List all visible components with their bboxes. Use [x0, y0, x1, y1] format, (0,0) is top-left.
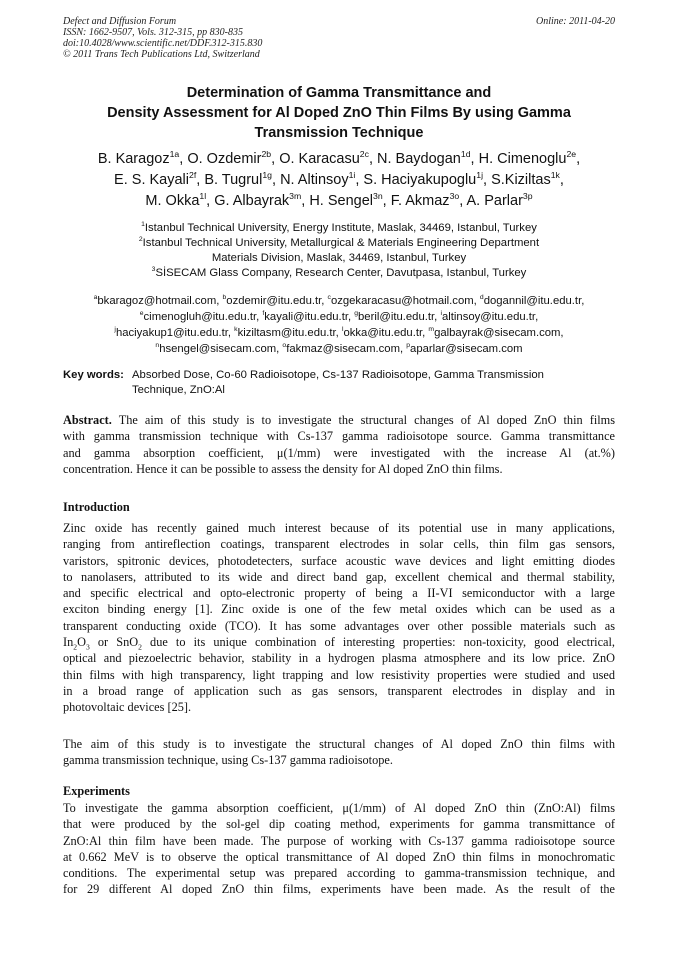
email-line	[58, 341, 620, 357]
abstract-label: Abstract.	[63, 413, 112, 427]
email-address: kiziltasm@itu.edu.tr,	[237, 327, 339, 339]
journal-doi: doi:10.4028/www.scientific.net/DDF.312-315.830	[63, 38, 263, 49]
body-line: photovoltaic devices [25].	[63, 700, 192, 715]
journal-header	[63, 16, 262, 60]
author-affil-mark: 2f	[189, 170, 197, 181]
email-list	[58, 293, 620, 357]
title-line: Determination of Gamma Transmittance and	[186, 85, 492, 101]
body-line: exciton binding energy [1]. Zinc oxide is one of the few metal oxides which can be used as a	[63, 602, 615, 617]
paper-title	[63, 83, 615, 143]
formula-sub: 2	[138, 642, 142, 652]
affiliation-number: 3	[151, 266, 156, 274]
abstract	[63, 412, 615, 477]
email-mark: a	[93, 294, 98, 302]
body-line: The aim of this study is to investigate the structural changes of Al doped ZnO thin films with	[63, 737, 615, 751]
author-line: E. S. Kayali$^{2f}$, B. Tugrul$^{1g}$, N. Altinsoy$^{1i}$, S. Haciyakupoglu$^{1j}$, S.Kiziltas$^{1k}$,	[114, 170, 564, 188]
body-line: To investigate the gamma absorption coefficient, μ(1/mm) of Al doped ZnO thin (ZnO:Al) films	[63, 801, 615, 815]
email-mark: m	[428, 326, 435, 334]
journal-name: Defect and Diffusion Forum	[63, 16, 177, 27]
body-line: for 29 different Al doped ZnO thin films, experiments have been made. As the result of the	[63, 882, 615, 897]
formula-sub: 2	[73, 642, 78, 652]
email-address: altinsoy@itu.edu.tr,	[441, 311, 539, 323]
email-address: fakmaz@sisecam.com,	[286, 343, 404, 355]
formula-in: In	[63, 635, 74, 650]
affiliation-list	[63, 221, 615, 281]
body-line: in a broad range of application such as gas sensors, transparent electrodes in display and in	[63, 683, 615, 698]
title-line: Transmission Technique	[254, 125, 424, 141]
author-name: B. Tugrul	[204, 172, 263, 188]
email-mark: i	[440, 310, 442, 318]
author-affil-mark: 3o	[449, 191, 460, 202]
body-text: due to its unique combination of interesting properties: non-toxicity, good electrical,	[141, 635, 615, 650]
email-mark: l	[341, 326, 344, 334]
keywords-line: Technique, ZnO:Al	[132, 384, 225, 396]
formula-sub: 3	[85, 642, 90, 652]
author-name: O. Ozdemir	[187, 151, 262, 167]
affiliation-text: Istanbul Technical University, Metallurgical & Materials Engineering Department	[142, 237, 540, 249]
author-affil-mark: 1a	[169, 149, 180, 160]
email-address: beril@itu.edu.tr,	[358, 311, 438, 323]
author-name: O. Karacasu	[279, 151, 360, 167]
experiments-heading: Experiments	[63, 784, 130, 798]
author-affil-mark: 3m	[289, 191, 302, 202]
author-affil-mark: 2b	[261, 149, 272, 160]
online-date: Online: 2011-04-20	[536, 16, 615, 27]
email-address: cimenogluh@itu.edu.tr,	[143, 311, 260, 323]
author-name: S. Haciyakupoglu	[363, 172, 477, 188]
affiliation-2-cont: Materials Division, Maslak, 34469, Istanbul, Turkey	[211, 252, 467, 264]
abstract-line: and gamma absorption coefficient, μ(1/mm) were investigated with the increase Al (at.%)	[63, 445, 615, 460]
email-mark: b	[222, 294, 227, 302]
author-affil-mark: 1i	[348, 170, 356, 181]
body-line: that were produced by the sol-gel dip coating method, experiments for gamma transmittance of	[63, 817, 615, 832]
keywords-label: Key words:	[63, 369, 124, 381]
email-address: hsengel@sisecam.com,	[159, 343, 280, 355]
email-address: haciyakup1@itu.edu.tr,	[115, 327, 232, 339]
email-mark: o	[282, 342, 287, 350]
author-name: M. Okka	[145, 193, 200, 209]
introduction-paragraph	[63, 520, 615, 716]
author-line: B. Karagoz$^{1a}$, O. Ozdemir$^{2b}$, O. Karacasu$^{2c}$, N. Baydogan$^{1d}$, H. Cimenoglu$^{2e}$,	[97, 149, 581, 167]
body-line: Zinc oxide has recently gained much interest because of its potential use in many applications,	[63, 521, 615, 535]
email-mark: g	[354, 310, 359, 318]
email-address: okka@itu.edu.tr,	[343, 327, 426, 339]
email-address: ozgekaracasu@hotmail.com,	[330, 295, 477, 307]
affiliation-number: 2	[138, 236, 143, 244]
email-mark: p	[406, 342, 411, 350]
author-affil-mark: 1d	[460, 149, 471, 160]
author-affil-mark: 3p	[522, 191, 533, 202]
email-mark: j	[114, 326, 116, 334]
author-name: A. Parlar	[466, 193, 523, 209]
body-line: gamma transmission technique, using Cs-137 gamma radioisotope.	[63, 753, 393, 768]
email-mark: c	[327, 294, 331, 302]
affiliation-1	[63, 221, 615, 236]
author-name: E. S. Kayali	[114, 172, 189, 188]
affiliation-text: SİSECAM Glass Company, Research Center, Davutpasa, Istanbul, Turkey	[155, 267, 527, 279]
experiments-paragraph	[63, 800, 615, 898]
body-line: varistors, spitronic devices, photodetecters, surface acoustic wave devices and light emitting diodes	[63, 553, 615, 568]
author-list	[55, 149, 623, 212]
author-name: G. Albayrak	[214, 193, 290, 209]
author-name: B. Karagoz	[97, 151, 170, 167]
author-name: H. Sengel	[309, 193, 373, 209]
affiliation-text: Istanbul Technical University, Energy Institute, Maslak, 34469, Istanbul, Turkey	[144, 222, 537, 234]
aim-paragraph	[63, 736, 615, 769]
author-affil-mark: 1g	[262, 170, 273, 181]
author-name: H. Cimenoglu	[478, 151, 567, 167]
body-line	[63, 634, 615, 650]
author-name: F. Akmaz	[390, 193, 450, 209]
author-name: N. Baydogan	[377, 151, 461, 167]
abstract-line: with gamma transmission technique with Cs-137 gamma radioisotope source. Gamma transmittance	[63, 429, 615, 444]
author-affil-mark: 1l	[199, 191, 207, 202]
author-affil-mark: 1k	[550, 170, 560, 181]
affiliation-2	[63, 236, 615, 251]
abstract-text: The aim of this study is to investigate the structural changes of Al doped ZnO thin films	[111, 413, 615, 427]
body-line: to nanolasers, attributed to its wide and direct band gap, excellent chemical and thermal stability,	[63, 569, 615, 584]
body-line: transparent conducting oxide (TCO). It has some advantages over other possible materials such as	[63, 618, 615, 633]
journal-copyright: © 2011 Trans Tech Publications Ltd, Switzerland	[63, 49, 260, 60]
formula-sno: or SnO	[89, 635, 139, 650]
body-line: ranging from antireflection coatings, transparent electrodes in solar cells, thin film gas sensors,	[63, 537, 615, 552]
email-mark: n	[155, 342, 160, 350]
keywords-text	[132, 368, 615, 398]
email-address: aparlar@sisecam.com	[410, 343, 523, 355]
author-affil-mark: 2c	[359, 149, 369, 160]
email-line	[58, 293, 620, 309]
author-name: S.Kiziltas	[491, 172, 551, 188]
body-line: conditions. The experimental setup was prepared according to gamma-transmission technique, and	[63, 866, 615, 881]
body-line: ZnO:Al thin film have been made. The purpose of working with Cs-137 gamma radioisotope source	[63, 833, 615, 848]
title-line: Density Assessment for Al Doped ZnO Thin Films By using Gamma	[107, 105, 571, 121]
journal-issn: ISSN: 1662-9507, Vols. 312-315, pp 830-835	[63, 27, 243, 38]
introduction-heading: Introduction	[63, 500, 130, 514]
formula-o: O	[77, 635, 86, 650]
author-name: N. Altinsoy	[280, 172, 349, 188]
affiliation-3	[63, 266, 615, 281]
author-affil-mark: 3n	[373, 191, 383, 202]
body-line: at 0.662 MeV is to observe the optical transmittance of Al doped ZnO thin films in monochromatic	[63, 849, 615, 864]
keywords-line: Absorbed Dose, Co-60 Radioisotope, Cs-137 Radioisotope, Gamma Transmission	[132, 369, 544, 381]
email-address: kayali@itu.edu.tr,	[264, 311, 352, 323]
email-line	[58, 309, 620, 325]
abstract-line: concentration. Hence it can be possible to assess the density for Al doped ZnO thin films.	[63, 461, 503, 476]
author-line: M. Okka$^{1l}$, G. Albayrak$^{3m}$, H. Sengel$^{3n}$, F. Akmaz$^{3o}$, A. Parlar$^{3p}$	[145, 191, 533, 209]
email-address: ozdemir@itu.edu.tr,	[226, 295, 325, 307]
affiliation-number: 1	[141, 221, 145, 229]
author-affil-mark: 2e	[566, 149, 577, 160]
body-line: optical and piezoelectric behavior, stability in a hydrogen plasma atmosphere and its low price. ZnO	[63, 651, 615, 666]
author-affil-mark: 1j	[476, 170, 484, 181]
email-address: bkaragoz@hotmail.com,	[97, 295, 220, 307]
email-mark: e	[139, 310, 144, 318]
email-mark: d	[479, 294, 484, 302]
email-mark: k	[234, 326, 238, 334]
email-address: galbayrak@sisecam.com,	[434, 327, 564, 339]
email-line	[58, 325, 620, 341]
abstract-line	[63, 412, 615, 428]
email-address: dogannil@itu.edu.tr,	[483, 295, 585, 307]
body-line: and specific electrical and opto-electronic property of being a II-VI semiconductor with a large	[63, 586, 615, 601]
body-line: thin films with high transparency, light trapping and low resistivity properties were studied and used	[63, 667, 615, 682]
email-mark: f	[262, 310, 265, 318]
